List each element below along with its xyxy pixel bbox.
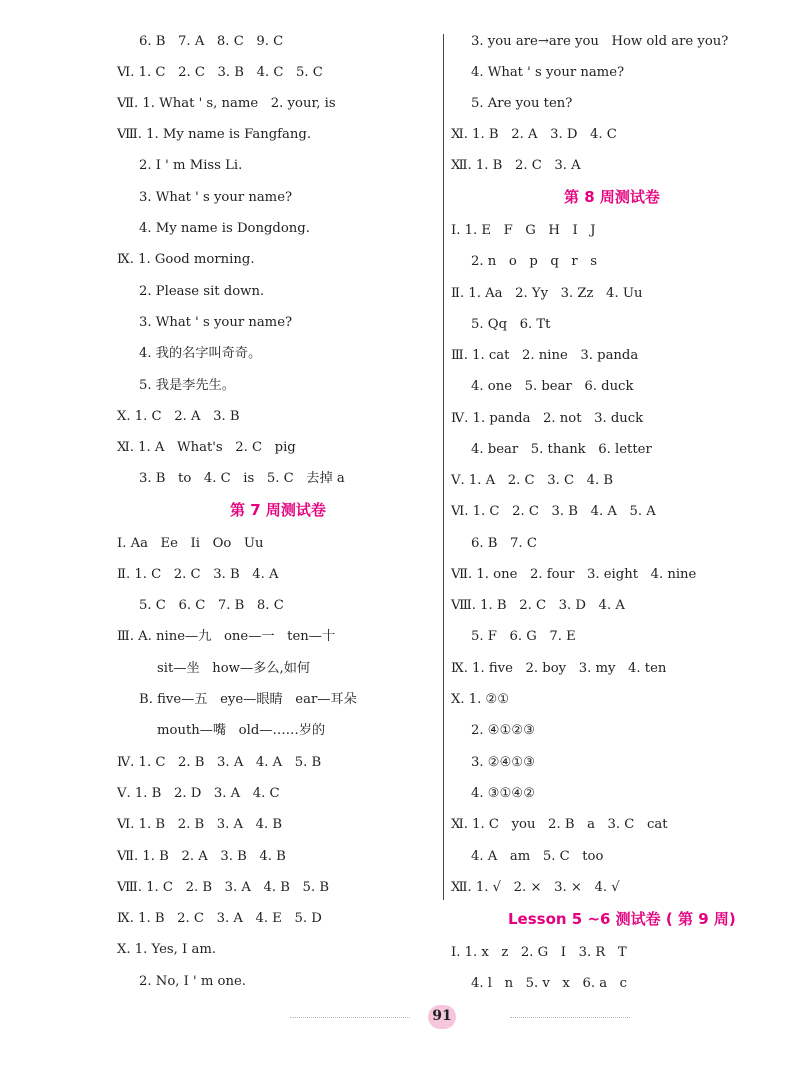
answer-line: 3. ②④①③ [471,755,536,770]
answer-line: Ⅷ. 1. B 2. C 3. D 4. A [451,598,625,613]
answer-line: 3. B to 4. C is 5. C 去掉 a [139,471,345,486]
page-number-badge [428,1005,456,1029]
answer-line: 4. bear 5. thank 6. letter [471,442,652,457]
section-heading: 第 8 周测试卷 [564,188,660,206]
section-heading: Lesson 5 ~6 测试卷 ( 第 9 周) [508,910,736,928]
answer-line: 2. No, I ' m one. [139,974,246,989]
answer-line: 2. ④①②③ [471,723,536,738]
answer-line: Ⅹ. 1. ②① [451,692,510,707]
answer-line: Ⅸ. 1. Good morning. [117,252,255,267]
answer-line: Ⅰ. 1. E F G H I J [451,223,596,238]
answer-line: 5. Qq 6. Tt [471,317,551,332]
answer-line: mouth—嘴 old—……岁的 [157,723,326,738]
answer-line: Ⅳ. 1. panda 2. not 3. duck [451,411,644,426]
answer-line: Ⅳ. 1. C 2. B 3. A 4. A 5. B [117,755,322,770]
answer-line: 2. I ' m Miss Li. [139,158,243,173]
answer-line: Ⅶ. 1. B 2. A 3. B 4. B [117,849,286,864]
answer-line: 5. Are you ten? [471,96,573,111]
answer-line: 5. 我是李先生。 [139,378,235,393]
answer-line: 5. F 6. G 7. E [471,629,576,644]
answer-line: Ⅷ. 1. C 2. B 3. A 4. B 5. B [117,880,330,895]
answer-line: Ⅰ. Aa Ee Ii Oo Uu [117,536,264,551]
answer-line: Ⅺ. 1. C you 2. B a 3. C cat [451,817,668,832]
answer-line: Ⅸ. 1. B 2. C 3. A 4. E 5. D [117,911,322,926]
column-divider [443,34,444,900]
section-heading: 第 7 周测试卷 [230,501,326,519]
answer-line: 4. ③①④② [471,786,536,801]
answer-line: Ⅻ. 1. √ 2. × 3. × 4. √ [451,880,620,895]
answer-line: 2. n o p q r s [471,254,598,269]
answer-line: 4. A am 5. C too [471,849,604,864]
answer-line: Ⅰ. 1. x z 2. G I 3. R T [451,945,627,960]
answer-line: Ⅵ. 1. C 2. C 3. B 4. A 5. A [451,504,656,519]
answer-line: Ⅲ. 1. cat 2. nine 3. panda [451,348,639,363]
page-number: 91 [432,1008,452,1024]
answer-line: Ⅴ. 1. A 2. C 3. C 4. B [451,473,614,488]
answer-line: Ⅹ. 1. Yes, I am. [117,942,217,957]
answer-line: Ⅺ. 1. A What's 2. C pig [117,440,296,455]
answer-line: B. five—五 eye—眼睛 ear—耳朵 [139,692,357,707]
answer-line: 3. you are→are you How old are you? [471,34,729,49]
answer-line: Ⅵ. 1. B 2. B 3. A 4. B [117,817,283,832]
answer-line: sit—坐 how—多么,如何 [157,661,311,676]
answer-line: 4. 我的名字叫奇奇。 [139,346,262,361]
answer-line: Ⅹ. 1. C 2. A 3. B [117,409,240,424]
answer-line: 3. What ' s your name? [139,315,293,330]
page-footer [0,1005,800,1029]
answer-line: Ⅱ. 1. Aa 2. Yy 3. Zz 4. Uu [451,286,643,301]
answer-line: Ⅵ. 1. C 2. C 3. B 4. C 5. C [117,65,323,80]
answer-line: Ⅱ. 1. C 2. C 3. B 4. A [117,567,279,582]
answer-line: 4. one 5. bear 6. duck [471,379,634,394]
answer-line: 4. l n 5. v x 6. a c [471,976,628,991]
answer-line: 2. Please sit down. [139,284,265,299]
answer-line: Ⅷ. 1. My name is Fangfang. [117,127,312,142]
answer-line: 6. B 7. A 8. C 9. C [139,34,284,49]
footer-dots-left [290,1017,410,1018]
answer-line: Ⅲ. A. nine—九 one—一 ten—十 [117,629,336,644]
answer-line: 5. C 6. C 7. B 8. C [139,598,284,613]
answer-line: Ⅻ. 1. B 2. C 3. A [451,158,581,173]
answer-line: 4. What ' s your name? [471,65,625,80]
answer-line: 3. What ' s your name? [139,190,293,205]
answer-line: 4. My name is Dongdong. [139,221,310,236]
answer-line: Ⅶ. 1. one 2. four 3. eight 4. nine [451,567,697,582]
answer-line: Ⅶ. 1. What ' s, name 2. your, is [117,96,336,111]
answer-line: Ⅺ. 1. B 2. A 3. D 4. C [451,127,617,142]
footer-dots-right [510,1017,630,1018]
answer-line: Ⅴ. 1. B 2. D 3. A 4. C [117,786,280,801]
answer-line: Ⅸ. 1. five 2. boy 3. my 4. ten [451,661,667,676]
answer-line: 6. B 7. C [471,536,537,551]
